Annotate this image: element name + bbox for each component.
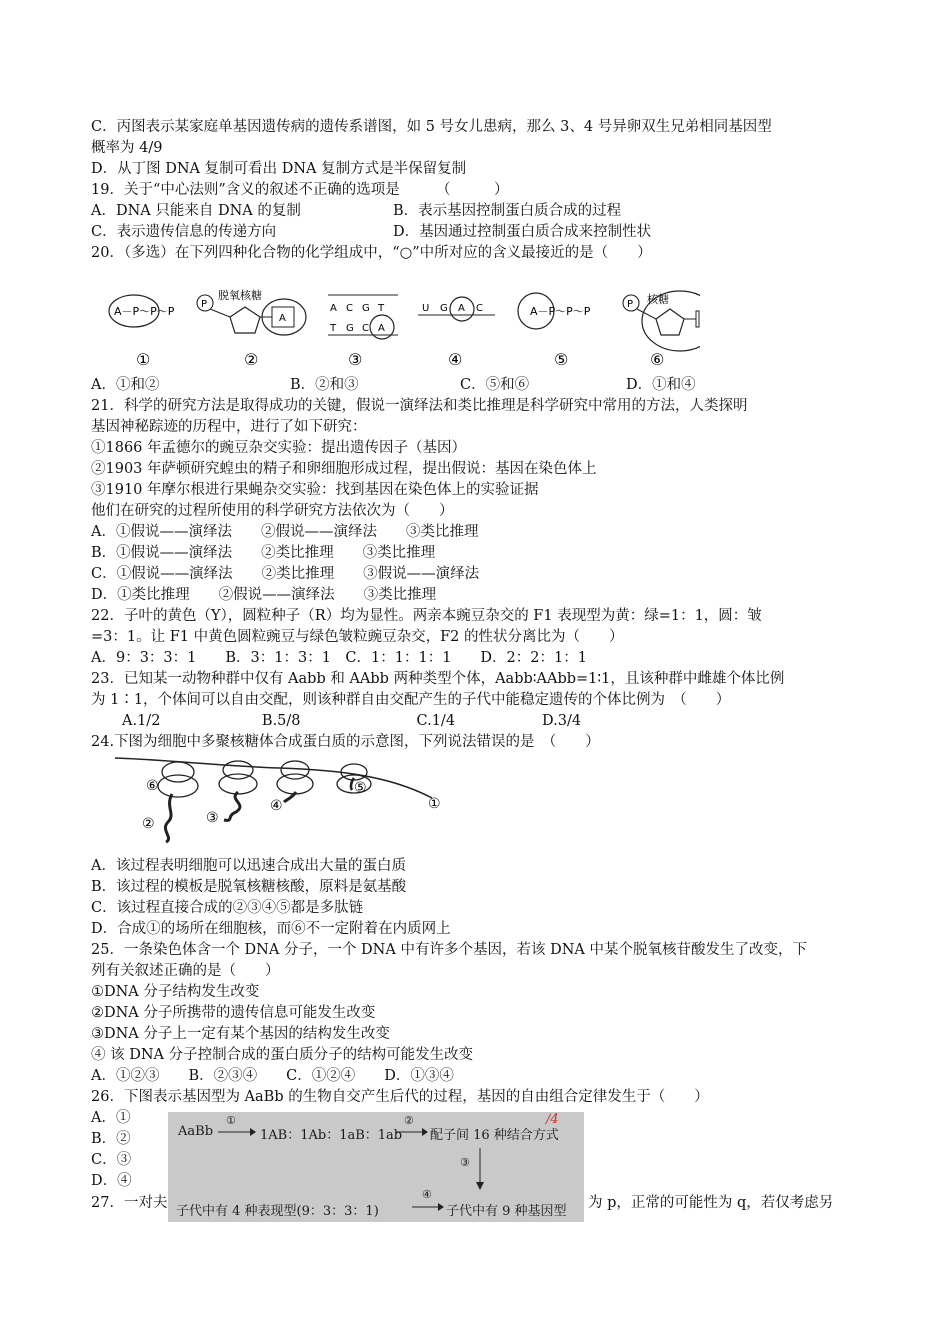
q20-option-b: B．②和③ (290, 377, 359, 393)
question-19: 19．关于“中心法则”含义的叙述不正确的选项是 （ ） (91, 182, 509, 198)
q26-option-b: B．② (91, 1131, 131, 1147)
m1-formula: A－P～P～P (114, 305, 175, 318)
option-c-line2: 概率为 4/9 (91, 140, 163, 156)
polyribosome-figure (110, 752, 450, 844)
q26-option-a: A．① (91, 1110, 131, 1126)
svg-text:G: G (440, 303, 448, 314)
q21-study-1: ①1866 年孟德尔的豌豆杂交实验：提出遗传因子（基因） (91, 440, 467, 456)
question-27-end: 为 p，正常的可能性为 q，若仅考虑另 (588, 1195, 834, 1211)
q24-option-a: A．该过程表明细胞可以迅速合成出大量的蛋白质 (91, 858, 406, 874)
svg-text:C: C (346, 303, 353, 314)
q26-option-d: D．④ (91, 1173, 132, 1189)
svg-text:P: P (627, 299, 634, 310)
arrow-4-icon (412, 1201, 444, 1213)
q20-option-d: D．①和④ (626, 377, 696, 393)
svg-text:A: A (330, 303, 337, 314)
phenotype-ratio: 子代中有 4 种表现型(9：3：3：1) (176, 1204, 379, 1219)
svg-text:P: P (201, 299, 208, 310)
question-25-cont: 列有关叙述正确的是（ ） (91, 963, 280, 979)
arrow-3-icon (474, 1148, 486, 1190)
svg-text:U: U (422, 303, 430, 314)
svg-text:G: G (346, 323, 354, 334)
step-2-label: ② (404, 1114, 414, 1127)
q21-study-2: ②1903 年萨顿研究蝗虫的精子和卵细胞形成过程，提出假说：基因在染色体上 (91, 461, 597, 477)
question-25: 25．一条染色体含一个 DNA 分子，一个 DNA 中有许多个基因，若该 DNA 中某个脱氧核苷酸发生了改变，下 (91, 942, 807, 958)
q25-statement-3: ③DNA 分子上一定有某个基因的结构发生改变 (91, 1026, 390, 1042)
q19-option-b: B．表示基因控制蛋白质合成的过程 (393, 203, 622, 219)
svg-text:⑤: ⑤ (354, 780, 367, 796)
q20-compound-figure (100, 283, 700, 373)
question-22: 22．子叶的黄色（Y），圆粒种子（R）均为显性。两亲本豌豆杂交的 F1 表现型为黄：绿=1：1，圆：皱 (91, 608, 762, 624)
svg-text:A: A (279, 313, 286, 324)
q20-option-c: C．⑤和⑥ (460, 377, 530, 393)
q24-option-b: B．该过程的模板是脱氧核糖核酸，原料是氨基酸 (91, 879, 407, 895)
svg-text:②: ② (244, 350, 259, 369)
svg-text:①: ① (136, 350, 151, 369)
svg-text:⑤: ⑤ (554, 350, 569, 369)
q21-option-a: A．①假说——演绎法 ②假说——演绎法 ③类比推理 (91, 524, 479, 540)
svg-text:C: C (362, 323, 369, 334)
q26-process-photo (168, 1112, 584, 1222)
deoxyribose-label: 脱氧核糖 (218, 289, 262, 302)
q23-options: A.1/2 B.5/8 C.1/4 D.3/4 (122, 713, 582, 729)
svg-text:⑥: ⑥ (146, 778, 159, 794)
svg-text:A: A (378, 323, 385, 334)
option-d-line: D．从丁图 DNA 复制可看出 DNA 复制方式是半保留复制 (91, 161, 467, 177)
arrow-2-icon (396, 1126, 428, 1138)
question-23: 23．已知某一动物种群中仅有 Aabb 和 AAbb 两种类型个体，Aabb∶AAbb=1∶1，且该种群中雌雄个体比例 (91, 671, 785, 687)
svg-text:T: T (378, 303, 385, 314)
q24-option-d: D．合成①的场所在细胞核，而⑥不一定附着在内质网上 (91, 921, 451, 937)
q21-option-b: B．①假说——演绎法 ②类比推理 ③类比推理 (91, 545, 436, 561)
q25-options: A．①②③ B．②③④ C．①②④ D．①③④ (91, 1068, 454, 1084)
q24-option-c: C．该过程直接合成的②③④⑤都是多肽链 (91, 900, 364, 916)
q21-option-c: C．①假说——演绎法 ②类比推理 ③假说——演绎法 (91, 566, 480, 582)
gamete-ratio: 1AB：1Ab：1aB：1ab (260, 1128, 403, 1143)
svg-text:③: ③ (206, 810, 219, 826)
handwritten-note: /4 (546, 1112, 559, 1127)
q22-options: A．9：3：3：1 B．3：1：3：1 C．1：1：1：1 D．2：2：1：1 (91, 650, 587, 666)
m5-formula: A－P～P～P (530, 305, 591, 318)
question-21-cont: 基因神秘踪迹的历程中，进行了如下研究： (91, 419, 367, 435)
question-24: 24.下图为细胞中多聚核糖体合成蛋白质的示意图，下列说法错误的是 （ ） (91, 734, 600, 750)
question-22-cont: =3：1。让 F1 中黄色圆粒豌豆与绿色皱粒豌豆杂交，F2 的性状分离比为（ ） (91, 629, 624, 645)
svg-text:A: A (458, 303, 465, 314)
option-c-line1: C．丙图表示某家庭单基因遗传病的遗传系谱图，如 5 号女儿患病，那么 3、4 号异卵双生兄弟相同基因型 (91, 119, 772, 135)
q25-statement-2: ②DNA 分子所携带的遗传信息可能发生改变 (91, 1005, 376, 1021)
svg-text:G: G (362, 303, 370, 314)
svg-text:①: ① (428, 796, 441, 812)
q21-option-d: D．①类比推理 ②假说——演绎法 ③类比推理 (91, 587, 437, 603)
svg-text:③: ③ (348, 350, 363, 369)
question-27-start: 27．一对夫 (91, 1195, 168, 1211)
genotype-aabb: AaBb (178, 1124, 214, 1139)
question-20: 20．（多选）在下列四种化合物的化学组成中，“○”中所对应的含义最接近的是（ ） (91, 245, 652, 261)
q21-ask: 他们在研究的过程所使用的科学研究方法依次为（ ） (91, 503, 454, 519)
svg-text:⑥: ⑥ (650, 350, 665, 369)
genotype-count: 子代中有 9 种基因型 (446, 1204, 567, 1219)
step-3-label: ③ (460, 1156, 470, 1169)
q20-option-a: A．①和② (91, 377, 160, 393)
svg-text:T: T (330, 323, 337, 334)
question-26: 26．下图表示基因型为 AaBb 的生物自交产生后代的过程，基因的自由组合定律发生于（ ） (91, 1089, 709, 1105)
q19-option-a: A．DNA 只能来自 DNA 的复制 (91, 203, 301, 219)
svg-text:④: ④ (448, 350, 463, 369)
arrow-1-icon (218, 1126, 256, 1138)
question-21: 21．科学的研究方法是取得成功的关键，假说一演绎法和类比推理是科学研究中常用的方法，人类探明 (91, 398, 748, 414)
gamete-combinations: 配子间 16 种结合方式 (430, 1128, 559, 1143)
question-23-cont: 为 1∶1，个体间可以自由交配，则该种群自由交配产生的子代中能稳定遗传的个体比例为 （ ） (91, 692, 731, 708)
step-1-label: ① (226, 1114, 236, 1127)
svg-text:C: C (476, 303, 483, 314)
svg-text:②: ② (142, 816, 155, 832)
q26-option-c: C．③ (91, 1152, 132, 1168)
ribose-label: 核糖 (647, 293, 669, 306)
step-4-label: ④ (422, 1188, 432, 1201)
q25-statement-4: ④ 该 DNA 分子控制合成的蛋白质分子的结构可能发生改变 (91, 1047, 474, 1063)
q21-study-3: ③1910 年摩尔根进行果蝇杂交实验：找到基因在染色体上的实验证据 (91, 482, 539, 498)
svg-text:④: ④ (270, 798, 283, 814)
q19-option-d: D．基因通过控制蛋白质合成来控制性状 (393, 224, 652, 240)
q25-statement-1: ①DNA 分子结构发生改变 (91, 984, 260, 1000)
q19-option-c: C．表示遗传信息的传递方向 (91, 224, 277, 240)
